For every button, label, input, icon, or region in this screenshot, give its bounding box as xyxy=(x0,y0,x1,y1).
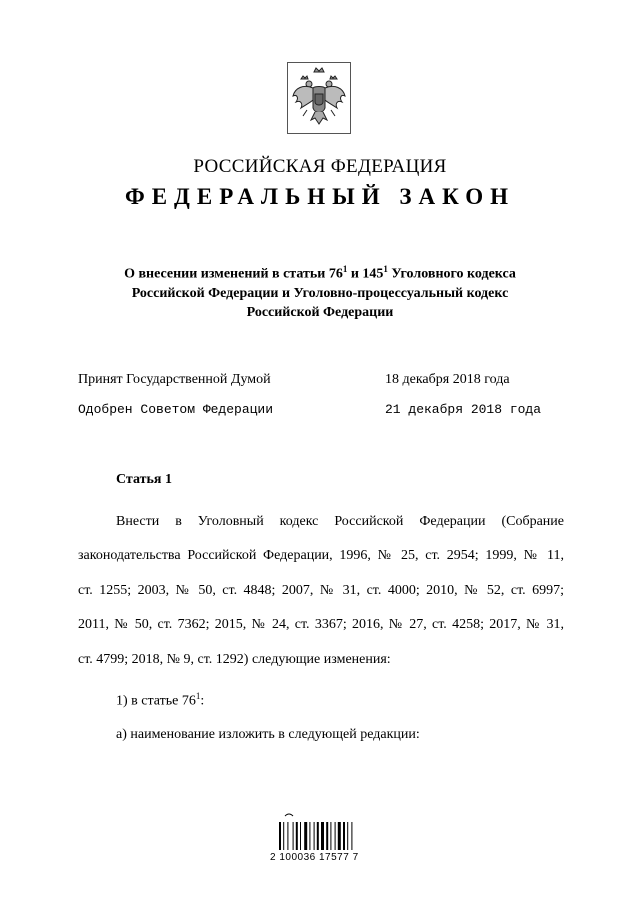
barcode-bar xyxy=(326,822,328,850)
article-heading: Статья 1 xyxy=(116,472,172,487)
article-paragraph-line: ст. 4799; 2018, № 9, ст. 1292) следующие изменения: xyxy=(78,652,391,667)
country-name: РОССИЙСКАЯ ФЕДЕРАЦИЯ xyxy=(193,156,447,177)
article-item-1: 1) в статье $76^1$: xyxy=(116,691,205,709)
barcode-bar xyxy=(317,822,319,850)
barcode-bar xyxy=(351,822,352,850)
law-type-heading: ФЕДЕРАЛЬНЫЙ ЗАКОН xyxy=(124,184,516,209)
barcode-bar xyxy=(293,822,294,850)
adoption-label: Принят Государственной Думой xyxy=(78,372,271,387)
law-title-line-2: Российской Федерации и Уголовно-процессуальный кодекс xyxy=(131,285,509,301)
barcode-bar xyxy=(287,822,288,850)
barcode-bar xyxy=(309,822,310,850)
barcode-bar xyxy=(335,822,336,850)
barcode-bar xyxy=(296,822,298,850)
adoption-label: Одобрен Советом Федерации xyxy=(78,402,274,417)
law-title-line-1: О внесении изменений в статьи $76^1$ и $145^1$ Уголовного кодекса xyxy=(124,264,516,282)
article-paragraph-line: 2011, № 50, ст. 7362; 2015, № 24, ст. 3367; 2016, № 27, ст. 4258; 2017, № 31, xyxy=(78,617,564,632)
barcode-bar xyxy=(279,822,281,850)
barcode-bar xyxy=(347,822,348,850)
article-paragraph-line: ст. 1255; 2003, № 50, ст. 4848; 2007, № 31, ст. 4000; 2010, № 52, ст. 6997; xyxy=(78,583,564,598)
article-paragraph-line: законодательства Российской Федерации, 1996, № 25, ст. 2954; 1999, № 11, xyxy=(78,548,564,563)
barcode-bar xyxy=(343,822,345,850)
barcode-bar xyxy=(314,822,315,850)
adoption-date: 18 декабря 2018 года xyxy=(385,372,510,387)
barcode-bar xyxy=(321,822,324,850)
adoption-date: 21 декабря 2018 года xyxy=(385,402,542,417)
coat-of-arms-emblem xyxy=(287,62,351,134)
barcode-bar xyxy=(330,822,331,850)
barcode-bar xyxy=(283,822,284,850)
barcode-bar xyxy=(304,822,307,850)
barcode-bar xyxy=(338,822,341,850)
law-title xyxy=(60,260,580,322)
barcode-bar xyxy=(300,822,301,850)
law-title-line-3: Российской Федерации xyxy=(246,304,394,320)
barcode-number: 2 100036 17577 7 xyxy=(270,852,359,863)
article-item-1a: а) наименование изложить в следующей редакции: xyxy=(116,727,420,742)
article-paragraph-line: Внести в Уголовный кодекс Российской Федерации (Собрание xyxy=(116,514,564,529)
barcode xyxy=(275,812,371,852)
